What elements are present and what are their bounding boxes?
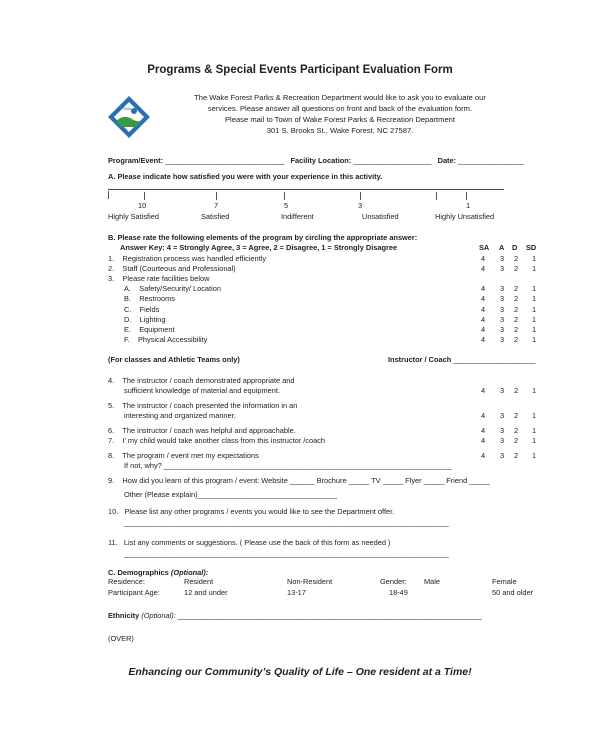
score-option[interactable]: 3 — [500, 294, 505, 303]
item-number: 2. — [108, 264, 115, 273]
scale-tick — [436, 192, 437, 200]
score-option[interactable]: 2 — [514, 294, 519, 303]
section-b-title: B. Please rate the following elements of the program by circling the appropriate answer: — [108, 233, 418, 242]
rating-item — [108, 264, 236, 273]
facility-letter: A. — [124, 284, 131, 293]
item-text: The instructor / coach demonstrated appropriate and — [122, 376, 295, 385]
score-option[interactable]: 3 — [500, 284, 505, 293]
item-number: 10. — [108, 507, 119, 516]
scale-label-unsatisfied: Unsatisfied — [362, 212, 399, 221]
score-option[interactable]: 3 — [500, 254, 505, 263]
item-number: 7. — [108, 436, 115, 445]
facility-item — [124, 305, 159, 314]
col-header-a: A — [499, 243, 505, 252]
rating-item — [108, 254, 266, 263]
score-option[interactable]: 3 — [500, 315, 505, 324]
other-explain-field[interactable]: Other (Please explain)__________________________________ — [124, 490, 338, 499]
satisfaction-scale-line — [108, 189, 504, 190]
score-option[interactable]: 4 — [481, 284, 486, 293]
scale-tick — [216, 192, 217, 200]
comments-field[interactable]: _______________________________________________________________________________ — [124, 549, 449, 558]
item-number: 8. — [108, 451, 115, 460]
item-text: Please list any other programs / events you would like to see the Department offer. — [124, 507, 395, 516]
facility-letter: D. — [124, 315, 132, 324]
score-option[interactable]: 3 — [500, 426, 505, 435]
section-c-label: C. Demographics — [108, 568, 169, 577]
ethnicity-field[interactable]: __________________________________________________________________________ — [177, 611, 483, 620]
score-option[interactable]: 2 — [514, 315, 519, 324]
item-number: 5. — [108, 401, 115, 410]
score-option[interactable]: 3 — [500, 305, 505, 314]
item-number: 6. — [108, 426, 115, 435]
scale-label-indifferent: Indifferent — [281, 212, 314, 221]
item-text: The instructor / coach presented the information in an — [122, 401, 298, 410]
header-line: The Wake Forest Parks & Recreation Department would like to ask you to evaluate our — [194, 93, 486, 102]
item-text: I’ my child would take another class from this instructor /coach — [122, 436, 326, 445]
score-option[interactable]: 3 — [500, 411, 505, 420]
score-option[interactable]: 4 — [481, 264, 486, 273]
age-option[interactable]: 12 and under — [184, 588, 228, 597]
facility-letter: B. — [124, 294, 131, 303]
scale-label-highly-unsatisfied: Highly Unsatisfied — [435, 212, 495, 221]
footer-slogan: Enhancing our Community’s Quality of Life – One resident at a Time! — [128, 666, 472, 678]
male-option[interactable]: Male — [424, 577, 441, 586]
score-option[interactable]: 4 — [481, 315, 486, 324]
item-text: Registration process was handled efficiently — [122, 254, 267, 263]
facility-letter: E. — [124, 325, 131, 334]
score-option[interactable]: 2 — [514, 254, 519, 263]
scale-tick — [284, 192, 285, 200]
facility-letter: F. — [124, 335, 130, 344]
scale-value-5[interactable]: 5 — [284, 201, 289, 210]
score-option[interactable]: 2 — [514, 264, 519, 273]
age-option[interactable]: 50 and older — [492, 588, 534, 597]
score-option[interactable]: 1 — [532, 386, 537, 395]
svg-text:Wake: Wake — [123, 106, 132, 111]
item-number: 9. — [108, 476, 115, 485]
score-option[interactable]: 1 — [532, 294, 537, 303]
score-option[interactable]: 4 — [481, 254, 486, 263]
facility-item — [124, 294, 175, 303]
facility-item — [124, 284, 221, 293]
facility-text: Safety/Security/ Location — [139, 284, 221, 293]
score-option[interactable]: 3 — [500, 325, 505, 334]
scale-value-1[interactable]: 1 — [466, 201, 471, 210]
score-option[interactable]: 2 — [514, 305, 519, 314]
score-option[interactable]: 3 — [500, 436, 505, 445]
scale-label-satisfied: Satisfied — [201, 212, 230, 221]
question-9 — [108, 476, 490, 485]
score-option[interactable]: 2 — [514, 386, 519, 395]
programs-field[interactable]: _______________________________________________________________________________ — [124, 518, 449, 527]
score-option[interactable]: 4 — [481, 294, 486, 303]
score-option[interactable]: 4 — [481, 386, 486, 395]
score-option[interactable]: 1 — [532, 284, 537, 293]
instructor-label: Instructor / Coach — [388, 355, 452, 364]
coach-item — [108, 436, 325, 445]
section-c-title — [108, 568, 208, 577]
female-option[interactable]: Female — [492, 577, 517, 586]
source-options[interactable]: How did you learn of this program / event: Website ______ Brochure _____ TV _____ Flyer _____ Friend _____ — [122, 476, 490, 485]
non-resident-option[interactable]: Non-Resident — [287, 577, 333, 586]
item-text: The instructor / coach was helpful and approachable. — [122, 426, 296, 435]
score-option[interactable]: 3 — [500, 451, 505, 460]
scale-tick — [466, 192, 467, 200]
score-option[interactable]: 1 — [532, 335, 537, 344]
item-number: 3. — [108, 274, 115, 283]
ethnicity-line — [108, 611, 482, 620]
coach-item — [108, 451, 452, 471]
score-option[interactable]: 4 — [481, 436, 486, 445]
scale-value-7[interactable]: 7 — [214, 201, 219, 210]
score-option[interactable]: 3 — [500, 386, 505, 395]
item-number: 1. — [108, 254, 115, 263]
wake-forest-logo — [106, 94, 152, 140]
instructor-field[interactable]: ____________________ — [453, 355, 536, 364]
item-number: 11. — [108, 538, 118, 547]
score-option[interactable]: 4 — [481, 325, 486, 334]
instructor-line — [388, 355, 536, 364]
residence-label: Residence: — [108, 577, 145, 586]
facility-text: Equipment — [139, 325, 175, 334]
item-text: List any comments or suggestions. ( Please use the back of this form as needed ) — [123, 538, 391, 547]
item-text: The program / event met my expectations — [122, 451, 259, 460]
resident-option[interactable]: Resident — [184, 577, 214, 586]
score-option[interactable]: 1 — [532, 451, 537, 460]
facility-text: Fields — [139, 305, 160, 314]
score-option[interactable]: 2 — [514, 335, 519, 344]
coach-item — [108, 426, 296, 435]
score-option[interactable]: 2 — [514, 451, 519, 460]
age-option[interactable]: 18-49 — [389, 588, 408, 597]
score-option[interactable]: 2 — [514, 284, 519, 293]
score-option[interactable]: 2 — [514, 325, 519, 334]
score-option[interactable]: 1 — [532, 305, 537, 314]
item-text: interesting and organized manner. — [124, 411, 236, 420]
score-option[interactable]: 1 — [532, 426, 537, 435]
date-field[interactable]: ________________ — [458, 156, 524, 165]
score-option[interactable]: 1 — [532, 325, 537, 334]
score-option[interactable]: 2 — [514, 426, 519, 435]
explain-field[interactable]: If not, why? ______________________________________________________________________ — [124, 461, 452, 470]
score-option[interactable]: 4 — [481, 426, 486, 435]
facility-text: Lighting — [139, 315, 166, 324]
col-header-d: D — [512, 243, 518, 252]
item-text: Please rate facilities below — [122, 274, 210, 283]
age-label: Participant Age: — [108, 588, 160, 597]
answer-key: Answer Key: 4 = Strongly Agree, 3 = Agree, 2 = Disagree, 1 = Strongly Disagree — [120, 243, 398, 252]
scale-value-3[interactable]: 3 — [358, 201, 363, 210]
item-text: Staff (Courteous and Professional) — [122, 264, 236, 273]
scale-tick — [360, 192, 361, 200]
classes-label: (For classes and Athletic Teams only) — [108, 355, 240, 364]
item-number: 4. — [108, 376, 115, 385]
optional-label: (Optional): — [141, 611, 176, 620]
facility-text: Physical Accessibility — [137, 335, 208, 344]
scale-value-10[interactable]: 10 — [138, 201, 147, 210]
info-line — [108, 156, 524, 165]
facility-label: Facility Location: — [290, 156, 352, 165]
rating-item — [108, 274, 209, 283]
score-option[interactable]: 1 — [532, 315, 537, 324]
header-line: services. Please answer all questions on front and back of the evaluation form. — [207, 104, 473, 113]
question-10 — [108, 507, 394, 516]
over-note: (OVER) — [108, 634, 134, 643]
facility-item — [124, 325, 175, 334]
score-option[interactable]: 3 — [500, 335, 505, 344]
date-label: Date: — [437, 156, 457, 165]
score-option[interactable]: 2 — [514, 436, 519, 445]
score-option[interactable]: 4 — [481, 305, 486, 314]
facility-letter: C. — [124, 305, 132, 314]
program-field[interactable]: _____________________________ — [165, 156, 285, 165]
col-header-sd: SD — [526, 243, 537, 252]
question-11 — [108, 538, 391, 547]
form-title: Programs & Special Events Participant Evaluation Form — [147, 64, 453, 76]
score-option[interactable]: 1 — [532, 411, 537, 420]
coach-item — [108, 376, 295, 396]
score-option[interactable]: 4 — [481, 411, 486, 420]
scale-tick — [144, 192, 145, 200]
facility-item — [124, 335, 207, 344]
score-option[interactable]: 1 — [532, 254, 537, 263]
scale-label-highly-satisfied: Highly Satisfied — [108, 212, 159, 221]
item-text: sufficient knowledge of material and equipment. — [124, 386, 280, 395]
coach-item — [108, 401, 297, 421]
header-paragraph — [150, 92, 530, 136]
score-option[interactable]: 1 — [532, 264, 537, 273]
program-label: Program/Event: — [108, 156, 164, 165]
score-option[interactable]: 4 — [481, 451, 486, 460]
facility-item — [124, 315, 166, 324]
score-option[interactable]: 4 — [481, 335, 486, 344]
scale-tick — [108, 191, 109, 199]
col-header-sa: SA — [479, 243, 490, 252]
header-line: Please mail to Town of Wake Forest Parks & Recreation Department — [224, 115, 456, 124]
facility-field[interactable]: ___________________ — [353, 156, 432, 165]
section-a-title: A. Please indicate how satisfied you were with your experience in this activity. — [108, 172, 383, 181]
gender-label: Gender: — [380, 577, 407, 586]
facility-text: Restrooms — [139, 294, 175, 303]
header-line: 301 S. Brooks St., Wake Forest, NC 27587. — [266, 126, 414, 135]
score-option[interactable]: 2 — [514, 411, 519, 420]
ethnicity-label: Ethnicity — [108, 611, 140, 620]
optional-label: (Optional): — [170, 568, 209, 577]
score-option[interactable]: 1 — [532, 436, 537, 445]
age-option[interactable]: 13-17 — [287, 588, 306, 597]
score-option[interactable]: 3 — [500, 264, 505, 273]
